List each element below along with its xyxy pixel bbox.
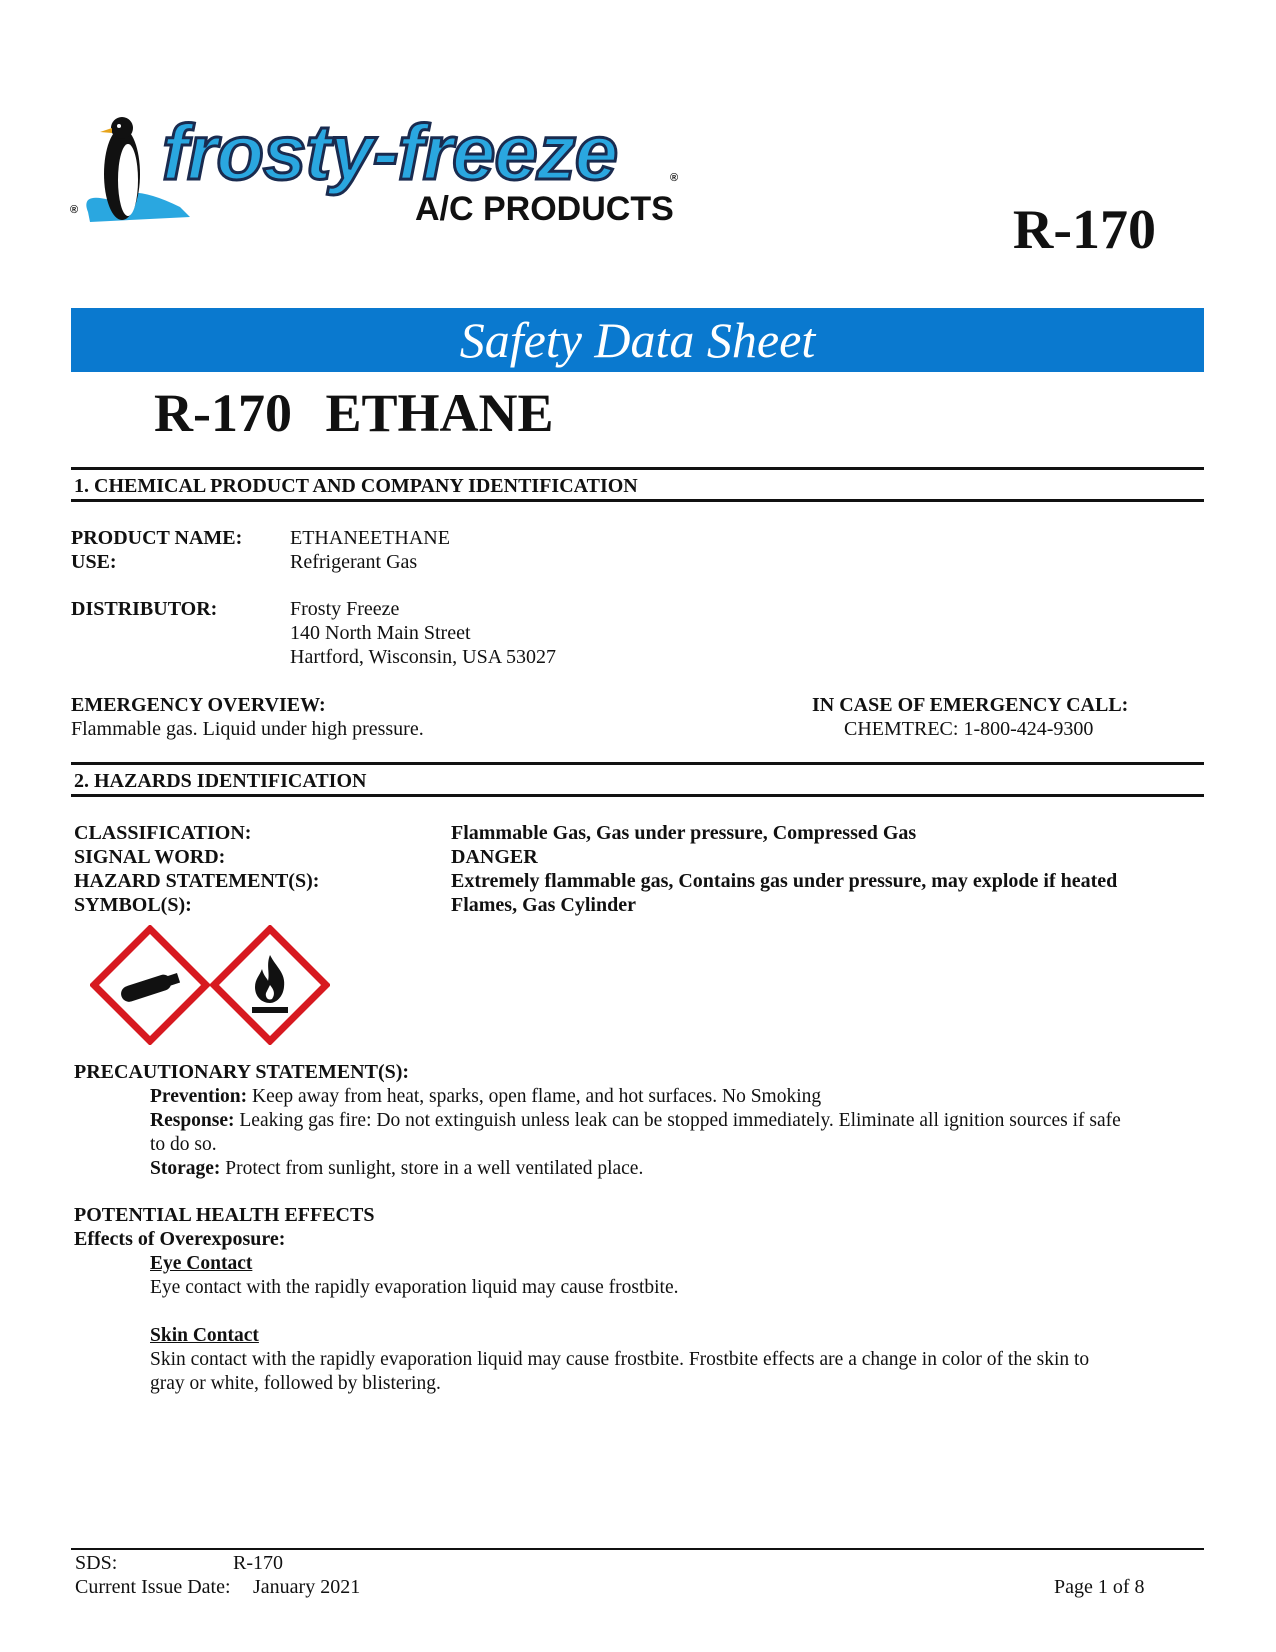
distributor-line: 140 North Main Street	[290, 622, 471, 644]
footer-sds-value: R-170	[233, 1552, 283, 1574]
section-1-bottom-rule	[71, 499, 1204, 502]
skin-contact-heading: Skin Contact	[150, 1325, 259, 1346]
banner-title: Safety Data Sheet	[459, 312, 816, 368]
distributor-label: DISTRIBUTOR:	[71, 598, 218, 620]
title-banner	[71, 308, 1204, 372]
flame-icon	[210, 925, 330, 1045]
footer-page-number: Page 1 of 8	[1054, 1576, 1145, 1598]
overexposure-label: Effects of Overexposure:	[74, 1228, 286, 1250]
storage-label: Storage:	[150, 1158, 221, 1179]
footer-rule	[71, 1548, 1204, 1550]
footer-issue-label: Current Issue Date:	[75, 1576, 231, 1598]
logo-wordmark: frosty-freeze	[162, 108, 618, 196]
footer-sds-label: SDS:	[75, 1552, 118, 1574]
section-1-top-rule	[71, 467, 1204, 470]
response-text: Leaking gas fire: Do not extinguish unless leak can be stopped immediately. Eliminate all ignition sources if safe	[234, 1110, 1121, 1131]
product-name-label: PRODUCT NAME:	[71, 527, 243, 549]
response-label: Response:	[150, 1110, 235, 1131]
eye-contact-heading: Eye Contact	[150, 1253, 253, 1274]
company-logo	[70, 108, 710, 242]
emergency-call-label: IN CASE OF EMERGENCY CALL:	[812, 694, 1129, 716]
product-code: R-170	[1012, 199, 1156, 261]
precautionary-label: PRECAUTIONARY STATEMENT(S):	[74, 1061, 410, 1083]
emergency-phone[interactable]: CHEMTREC: 1-800-424-9300	[844, 718, 1094, 740]
eye-contact-text: Eye contact with the rapidly evaporation liquid may cause frostbite.	[150, 1277, 679, 1298]
storage-text: Protect from sunlight, store in a well ventilated place.	[220, 1158, 644, 1179]
gas-cylinder-icon	[90, 925, 210, 1045]
prevention-text: Keep away from heat, sparks, open flame, and hot surfaces. No Smoking	[247, 1086, 822, 1107]
storage-statement	[150, 1157, 643, 1181]
registered-mark: ®	[70, 204, 79, 216]
footer-issue-date: January 2021	[253, 1576, 361, 1598]
use-value: Refrigerant Gas	[290, 551, 418, 573]
skin-contact-text-cont: gray or white, followed by blistering.	[150, 1373, 441, 1394]
emergency-overview-label: EMERGENCY OVERVIEW:	[71, 694, 326, 716]
symbols-label: SYMBOL(S):	[74, 894, 192, 916]
classification-value: Flammable Gas, Gas under pressure, Compressed Gas	[451, 822, 917, 844]
signal-word-label: SIGNAL WORD:	[74, 846, 226, 868]
document-title: R-170 ETHANE	[154, 383, 554, 443]
prevention-label: Prevention:	[150, 1086, 248, 1107]
section-2-bottom-rule	[71, 794, 1204, 797]
distributor-line: Hartford, Wisconsin, USA 53027	[290, 646, 557, 668]
emergency-overview-text: Flammable gas. Liquid under high pressure.	[71, 718, 424, 740]
section-2-top-rule	[71, 762, 1204, 765]
response-statement	[150, 1109, 1121, 1133]
section-1-heading: 1. CHEMICAL PRODUCT AND COMPANY IDENTIFICATION	[74, 475, 638, 497]
health-effects-label: POTENTIAL HEALTH EFFECTS	[74, 1204, 375, 1226]
use-label: USE:	[71, 551, 117, 573]
signal-word-value: DANGER	[451, 846, 538, 868]
hazard-statement-value: Extremely flammable gas, Contains gas under pressure, may explode if heated	[451, 870, 1118, 892]
classification-label: CLASSIFICATION:	[74, 822, 252, 844]
registered-mark-2: ®	[670, 172, 679, 184]
distributor-line: Frosty Freeze	[290, 598, 400, 620]
logo-subtitle: A/C PRODUCTS	[415, 190, 674, 228]
response-text-cont: to do so.	[150, 1134, 217, 1155]
skin-contact-text: Skin contact with the rapidly evaporation liquid may cause frostbite. Frostbite effects are a change in color of the skin to	[150, 1349, 1090, 1370]
symbols-value: Flames, Gas Cylinder	[451, 894, 636, 916]
section-2-heading: 2. HAZARDS IDENTIFICATION	[74, 770, 367, 792]
prevention-statement	[150, 1085, 821, 1109]
hazard-statement-label: HAZARD STATEMENT(S):	[74, 870, 320, 892]
product-name-value: ETHANEETHANE	[290, 527, 450, 549]
